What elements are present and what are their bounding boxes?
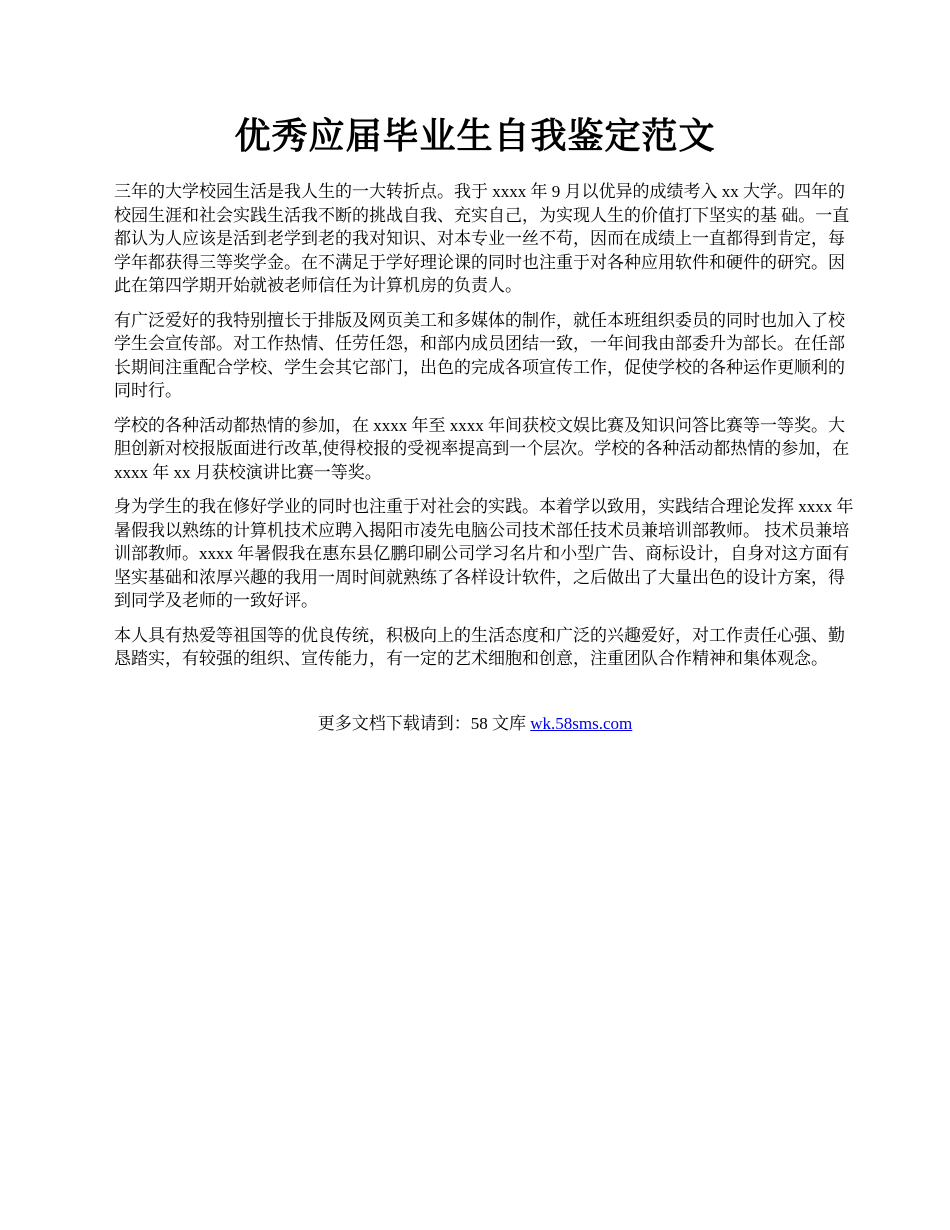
- paragraph-3: 学校的各种活动都热情的参加，在 xxxx 年至 xxxx 年间获校文娱比赛及知识问答比赛等一等奖。大胆创新对校报版面进行改革,使得校报的受视率提高到一个层次。学校的各种活动都热情的参加，在 xxxx 年 xx 月获校演讲比赛一等奖。: [114, 415, 850, 482]
- document-title: 优秀应届毕业生自我鉴定范文: [234, 116, 716, 156]
- footer-text: 更多文档下载请到：58 文库: [317, 714, 531, 733]
- paragraph-2: 有广泛爱好的我特别擅长于排版及网页美工和多媒体的制作，就任本班组织委员的同时也加入了校学生会宣传部。对工作热情、任劳任怨，和部内成员团结一致，一年间我由部委升为部长。在任部长期间注重配合学校、学生会其它部门，出色的完成各项宣传工作，促使学校的各种运作更顺利的同时行。: [114, 310, 845, 400]
- paragraph-5: 本人具有热爱等祖国等的优良传统，积极向上的生活态度和广泛的兴趣爱好，对工作责任心强、勤恳踏实，有较强的组织、宣传能力，有一定的艺术细胞和创意，注重团队合作精神和集体观念。: [114, 625, 845, 668]
- document-body: [114, 180, 854, 682]
- paragraph-1: 三年的大学校园生活是我人生的一大转折点。我于 xxxx 年 9 月以优异的成绩考入 xx 大学。四年的校园生涯和社会实践生活我不断的挑战自我、充实自己，为实现人生的价值打下坚实的基 础。一直都认为人应该是活到老学到老的我对知识、对本专业一丝不苟，因而在成绩上一直都得到肯定，每学年都获得三等奖学金。在不满足于学好理论课的同时也注重于对各种应用软件和硬件的研究。因此在第四学期开始就被老师信任为计算机房的负责人。: [114, 182, 850, 295]
- download-footer: [0, 712, 950, 736]
- paragraph-4: 身为学生的我在修好学业的同时也注重于对社会的实践。本着学以致用，实践结合理论发挥 xxxx 年暑假我以熟练的计算机技术应聘入揭阳市凌先电脑公司技术部任技术员兼培训部教师。 技术员兼培训部教师。xxxx 年暑假我在惠东县亿鹏印刷公司学习名片和小型广告、商标设计，自身对这方面有坚实基础和浓厚兴趣的我用一周时间就熟练了各样设计软件，之后做出了大量出色的设计方案，得到同学及老师的一致好评。: [114, 497, 854, 610]
- download-link[interactable]: wk.58sms.com: [530, 714, 633, 733]
